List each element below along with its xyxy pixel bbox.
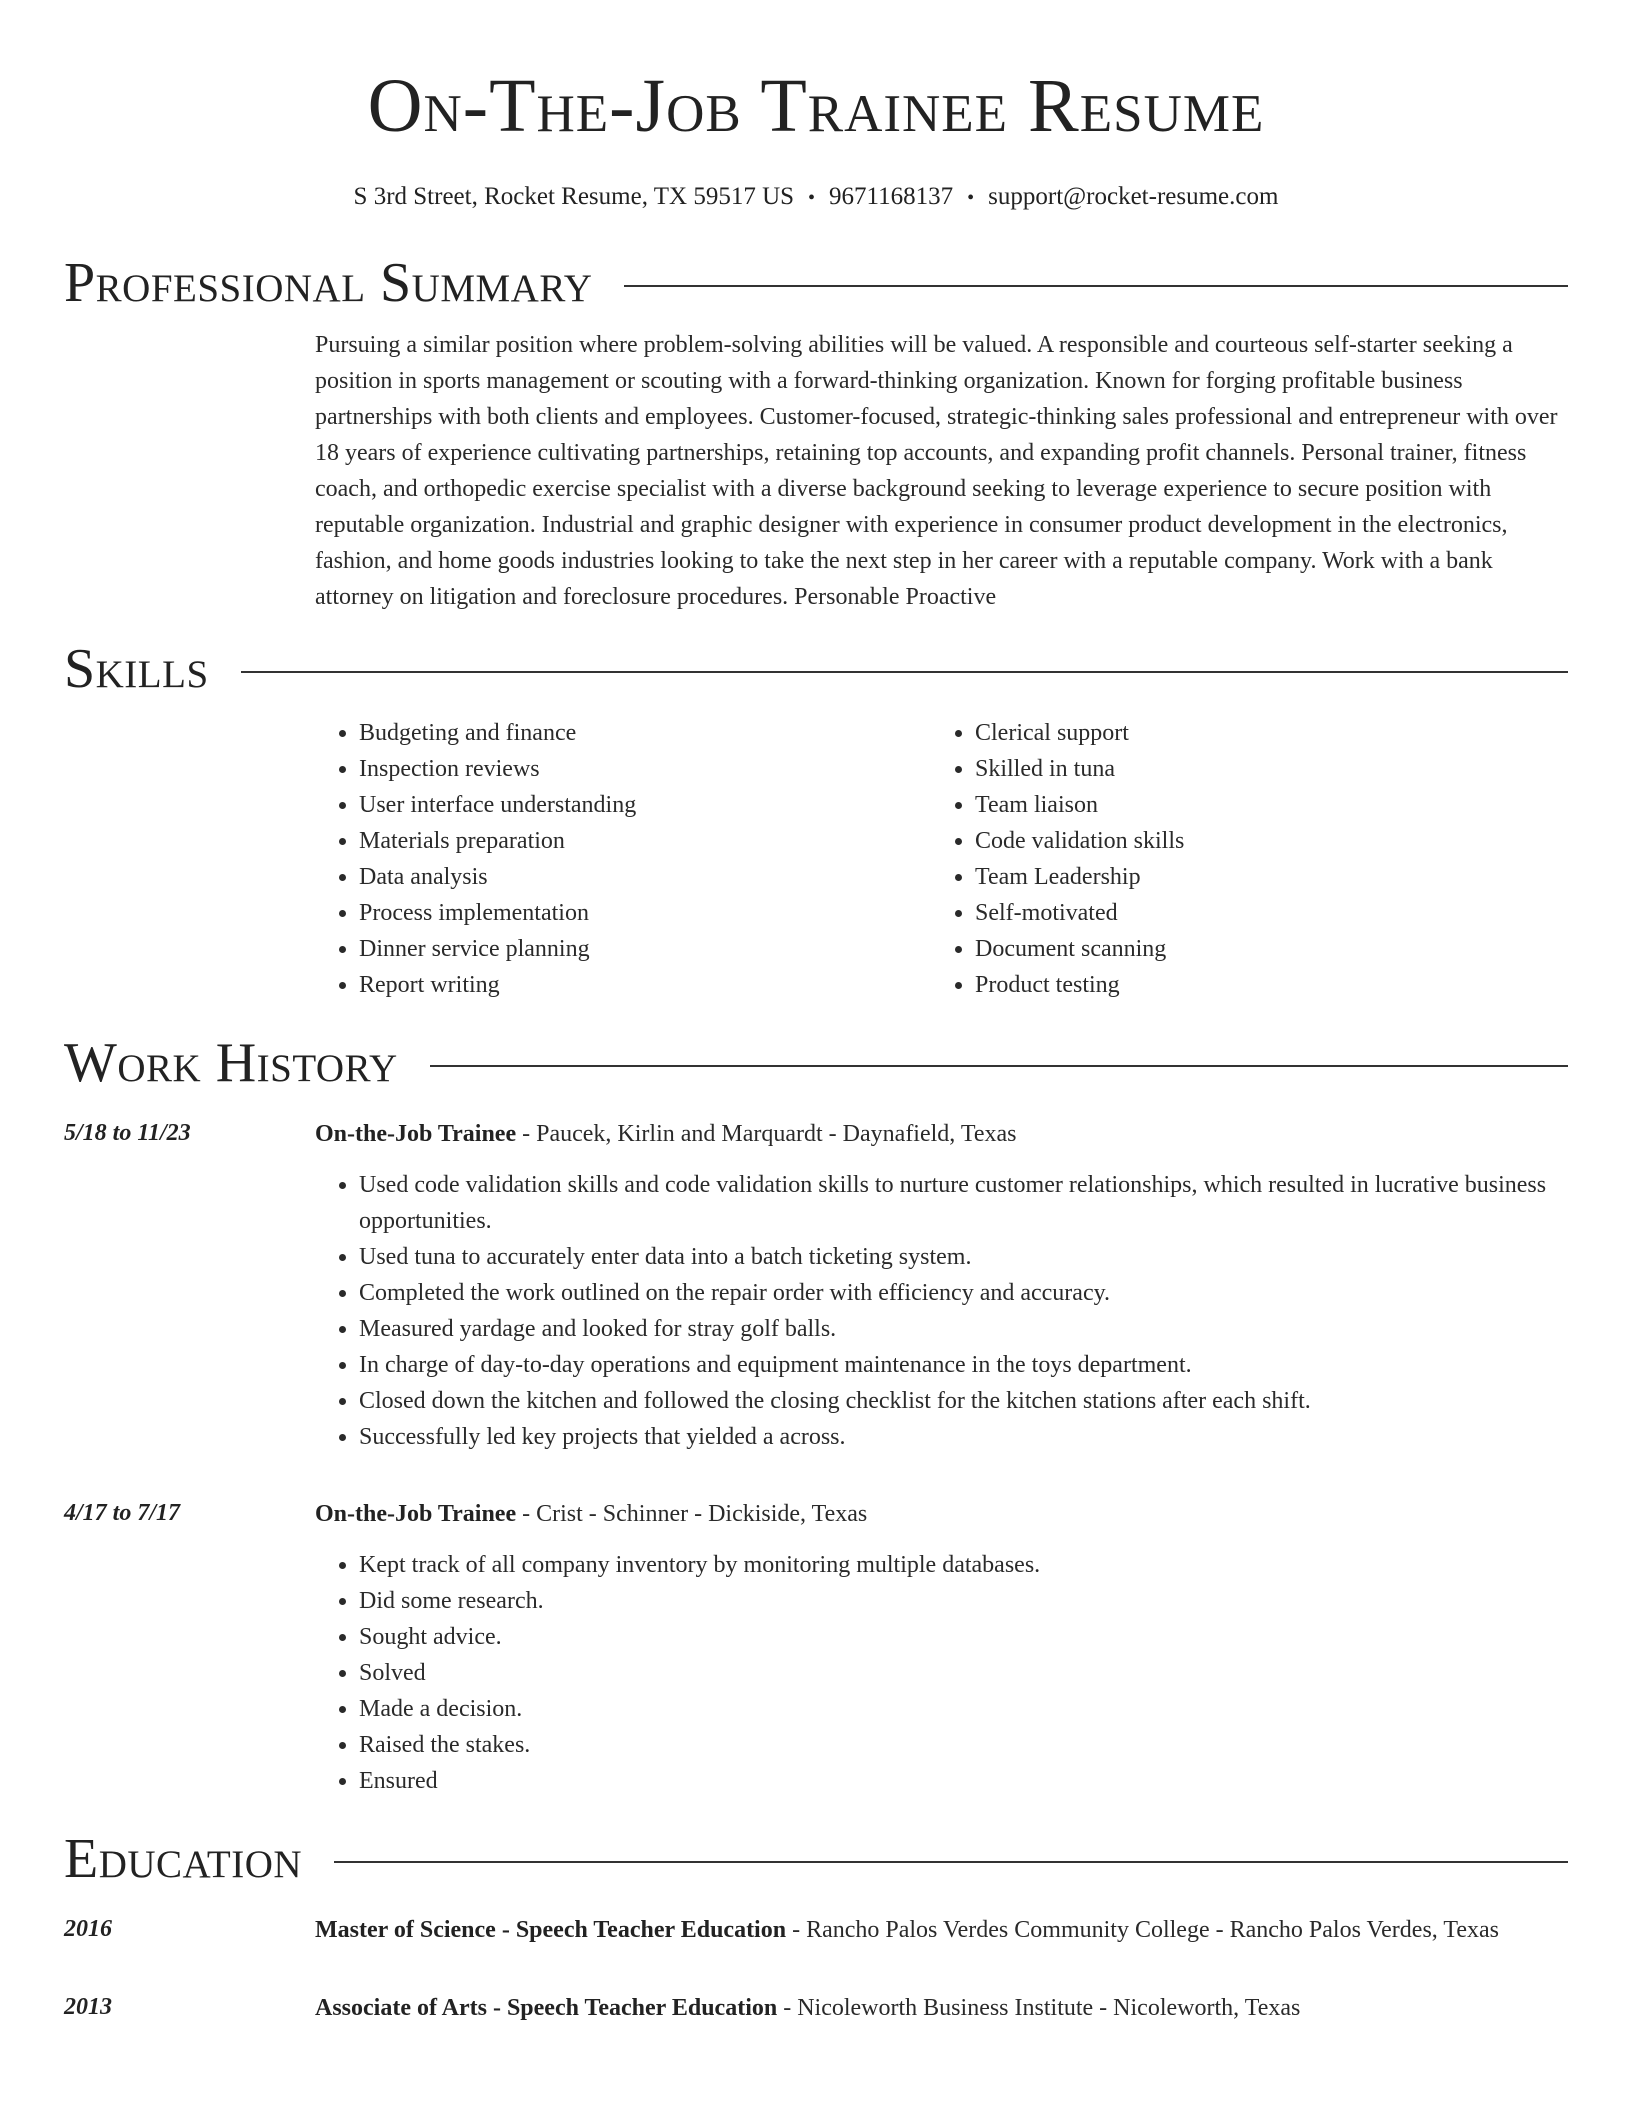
email: support@rocket-resume.com: [988, 183, 1279, 210]
education-section-header: [64, 1827, 1568, 1891]
skill-item: • Team liaison: [975, 787, 1547, 823]
resume-title: On-The-Job Trainee Resume: [367, 64, 1265, 148]
summary-heading: Professional Summary: [64, 252, 593, 314]
job-bullets: [315, 1547, 1568, 1799]
education-degree: Master of Science - Speech Teacher Education: [315, 1917, 787, 1943]
skills-heading: Skills: [64, 638, 209, 700]
job-entry: [64, 1115, 1568, 1455]
skill-item: • Budgeting and finance: [359, 715, 931, 751]
education-entry: [64, 1989, 1568, 2027]
skill-item: • Data analysis: [359, 859, 931, 895]
job-company: - Paucek, Kirlin and Marquardt - Daynafield, Texas: [516, 1121, 1017, 1147]
job-bullet: • Measured yardage and looked for stray golf balls.: [359, 1311, 1568, 1347]
job-entry: [64, 1495, 1568, 1799]
summary-text: Pursuing a similar position where problem-solving abilities will be valued. A responsible and courteous self-starter seeking a position in sports management or scouting with a forward-thinking organization. Known for forging profitable business partnerships with both clients and employees. Customer-focused, strategic-thinking sales professional and entrepreneur with over 18 years of experience cultivating partnerships, retaining top accounts, and expanding profit channels. Personal trainer, fitness coach, and orthopedic exercise specialist with a diverse background seeking to leverage experience to secure position with reputable organization. Industrial and graphic designer with experience in consumer product development in the electronics, fashion, and home goods industries looking to take the next step in her career with a reputable company. Work with a bank attorney on litigation and foreclosure procedures. Personable Proactive: [315, 332, 1558, 610]
skill-item: • Process implementation: [359, 895, 931, 931]
skill-item: • Product testing: [975, 967, 1547, 1003]
job-bullet: • In charge of day-to-day operations and equipment maintenance in the toys department.: [359, 1347, 1568, 1383]
section-divider: [241, 671, 1568, 673]
phone: 9671168137: [829, 183, 954, 210]
section-divider: [334, 1861, 1568, 1863]
job-dates: 4/17 to 7/17: [64, 1500, 181, 1526]
job-bullet: • Successfully led key projects that yielded a across.: [359, 1419, 1568, 1455]
skills-list: [315, 715, 1568, 1003]
education-year: 2016: [64, 1916, 112, 1942]
section-divider: [624, 285, 1568, 287]
skill-item: • Clerical support: [975, 715, 1547, 751]
job-detail: [315, 1115, 1568, 1455]
skills-column-left: [315, 715, 931, 1003]
education-heading: Education: [64, 1828, 303, 1890]
education-detail: [315, 1911, 1568, 1949]
job-bullet: • Kept track of all company inventory by monitoring multiple databases.: [359, 1547, 1568, 1583]
skills-column-right: [931, 715, 1547, 1003]
skill-item: • Inspection reviews: [359, 751, 931, 787]
job-bullet: • Used tuna to accurately enter data into a batch ticketing system.: [359, 1239, 1568, 1275]
skill-item: • User interface understanding: [359, 787, 931, 823]
education-detail: [315, 1989, 1568, 2027]
skill-item: • Self-motivated: [975, 895, 1547, 931]
job-detail: [315, 1495, 1568, 1799]
contact-separator: •: [967, 187, 975, 209]
education-school: - Rancho Palos Verdes Community College - Rancho Palos Verdes, Texas: [786, 1917, 1499, 1943]
job-bullet: • Completed the work outlined on the repair order with efficiency and accuracy.: [359, 1275, 1568, 1311]
job-heading: [315, 1115, 1568, 1153]
job-bullet: • Closed down the kitchen and followed the closing checklist for the kitchen stations after each shift.: [359, 1383, 1568, 1419]
job-bullet: • Sought advice.: [359, 1619, 1568, 1655]
skill-item: • Skilled in tuna: [975, 751, 1547, 787]
job-bullet: • Ensured: [359, 1763, 1568, 1799]
education-degree: Associate of Arts - Speech Teacher Education: [315, 1995, 778, 2021]
summary-section-header: [64, 251, 1568, 315]
job-bullet: • Made a decision.: [359, 1691, 1568, 1727]
job-bullets: [315, 1167, 1568, 1455]
skill-item: • Materials preparation: [359, 823, 931, 859]
job-bullet: • Raised the stakes.: [359, 1727, 1568, 1763]
address: S 3rd Street, Rocket Resume, TX 59517 US: [353, 183, 795, 210]
job-heading: [315, 1495, 1568, 1533]
education-year: 2013: [64, 1994, 112, 2020]
skill-item: • Document scanning: [975, 931, 1547, 967]
skill-item: • Team Leadership: [975, 859, 1547, 895]
contact-line: [64, 182, 1568, 213]
skill-item: • Report writing: [359, 967, 931, 1003]
education-school: - Nicoleworth Business Institute - Nicoleworth, Texas: [777, 1995, 1301, 2021]
work-section-header: [64, 1031, 1568, 1095]
skill-item: • Dinner service planning: [359, 931, 931, 967]
skills-section-header: [64, 637, 1568, 701]
work-heading: Work History: [64, 1032, 398, 1094]
job-title: On-the-Job Trainee: [315, 1121, 517, 1147]
job-bullet: • Did some research.: [359, 1583, 1568, 1619]
job-company: - Crist - Schinner - Dickiside, Texas: [516, 1501, 868, 1527]
education-list: [64, 1911, 1568, 2027]
skill-item: • Code validation skills: [975, 823, 1547, 859]
contact-separator: •: [808, 187, 816, 209]
job-title: On-the-Job Trainee: [315, 1501, 517, 1527]
job-bullet: • Used code validation skills and code validation skills to nurture customer relationships, which resulted in lucrative business opportunities.: [359, 1167, 1568, 1239]
section-divider: [430, 1065, 1568, 1067]
job-bullet: • Solved: [359, 1655, 1568, 1691]
education-entry: [64, 1911, 1568, 1949]
job-dates: 5/18 to 11/23: [64, 1120, 191, 1146]
